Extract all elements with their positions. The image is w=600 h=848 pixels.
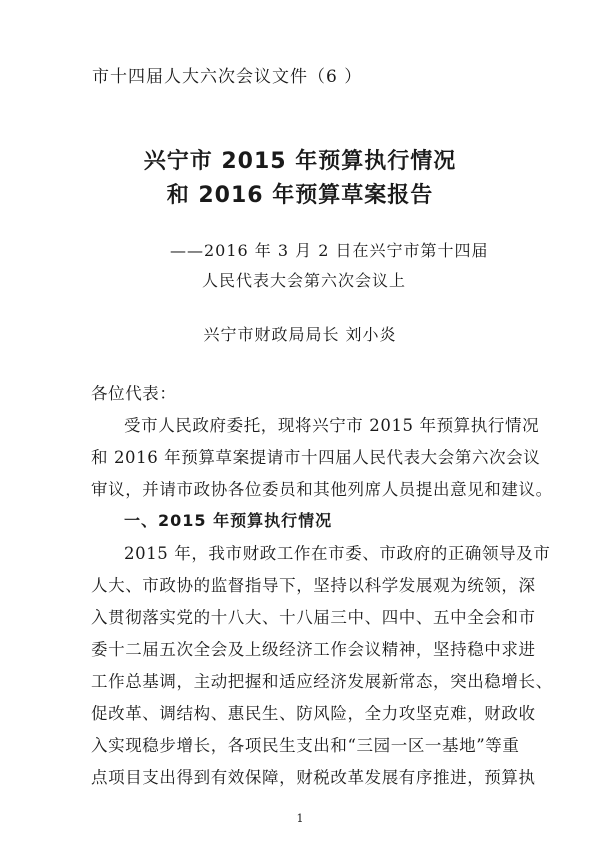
paragraph-line: 2015 年，我市财政工作在市委、市政府的正确领导及市 [124,544,551,563]
paragraph-line: 入实现稳步增长，各项民生支出和“三园一区一基地”等重 [91,736,520,755]
intro-line: 受市人民政府委托，现将兴宁市 2015 年预算执行情况 [124,416,540,435]
paragraph-line: 入贯彻落实党的十八大、十八届三中、四中、五中全会和市 [91,608,536,627]
page-number: 1 [296,812,304,825]
paragraph-line: 人大、市政协的监督指导下，坚持以科学发展观为统领，深 [91,576,536,595]
intro-line: 和 2016 年预算草案提请市十四届人民代表大会第六次会议 [91,448,541,467]
subtitle-line-2: 人民代表大会第六次会议上 [202,271,407,290]
paragraph-line: 点项目支出得到有效保障，财税改革发展有序推进，预算执 [91,768,536,787]
report-title-line-1: 兴宁市 2015 年预算执行情况 [143,149,457,174]
paragraph-line: 促改革、调结构、惠民生、防风险，全力攻坚克难，财政收 [91,704,536,723]
subtitle-line-1: ——2016 年 3 月 2 日在兴宁市第十四届 [170,241,489,260]
report-title-line-2: 和 2016 年预算草案报告 [166,183,434,208]
salutation: 各位代表： [91,384,177,403]
paragraph-line: 委十二届五次全会及上级经济工作会议精神，坚持稳中求进 [91,640,536,659]
intro-line: 审议，并请市政协各位委员和其他列席人员提出意见和建议。 [91,480,553,499]
document-label: 市十四届人大六次会议文件（6 ） [92,67,363,87]
section-heading-1: 一、2015 年预算执行情况 [124,511,333,530]
paragraph-line: 工作总基调，主动把握和适应经济发展新常态，突出稳增长、 [91,672,553,691]
author-line: 兴宁市财政局局长 刘小炎 [203,325,397,344]
